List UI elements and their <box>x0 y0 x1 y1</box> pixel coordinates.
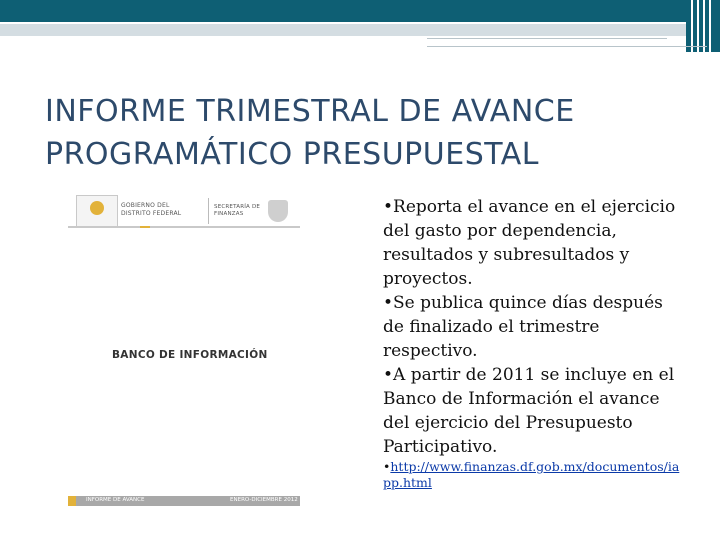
government-seal-icon <box>76 195 118 227</box>
header-rule <box>427 46 707 47</box>
coat-of-arms-icon <box>268 200 288 222</box>
secretaria-label-line2: FINANZAS <box>214 211 244 217</box>
gov-label-line1: GOBIERNO DEL <box>121 202 170 209</box>
slide-title-line1: INFORME TRIMESTRAL DE AVANCE <box>45 94 575 129</box>
gov-label-line2: DISTRITO FEDERAL <box>121 210 182 217</box>
document-footer-right: ENERO-DICIEMBRE 2012 <box>230 497 298 503</box>
document-footer <box>68 496 300 506</box>
secretaria-label <box>214 204 264 218</box>
header-divider <box>208 198 209 224</box>
header-grey-bar <box>0 24 686 36</box>
bullet-item: •A partir de 2011 se incluye en el Banco de Información el avance del ejercicio del Presupuesto Participativo. <box>383 365 675 457</box>
gov-label <box>121 202 206 218</box>
document-header-rule <box>68 226 300 228</box>
link-item <box>383 459 683 491</box>
finanzas-link[interactable]: http://www.finanzas.df.gob.mx/documentos/iapp.html <box>383 459 680 490</box>
bullet-list <box>383 195 683 491</box>
link-bullet: • <box>383 459 391 474</box>
secretaria-label-line1: SECRETARÍA DE <box>214 204 261 210</box>
header-band <box>0 0 720 22</box>
bullet-item: •Se publica quince días después de finalizado el trimestre respectivo. <box>383 293 663 361</box>
document-header <box>68 190 300 230</box>
header-stripes-decoration <box>686 0 720 52</box>
document-cover-thumbnail <box>68 186 300 508</box>
bullet-item: •Reporta el avance en el ejercicio del gasto por dependencia, resultados y subresultados y proyectos. <box>383 197 676 289</box>
slide-title-line2: PROGRAMÁTICO PRESUPUESTAL <box>45 137 539 172</box>
header-rule <box>427 38 667 39</box>
slide-title <box>45 90 685 176</box>
document-heading: BANCO DE INFORMACIÓN <box>112 349 268 361</box>
document-footer-left: INFORME DE AVANCE <box>86 497 145 503</box>
